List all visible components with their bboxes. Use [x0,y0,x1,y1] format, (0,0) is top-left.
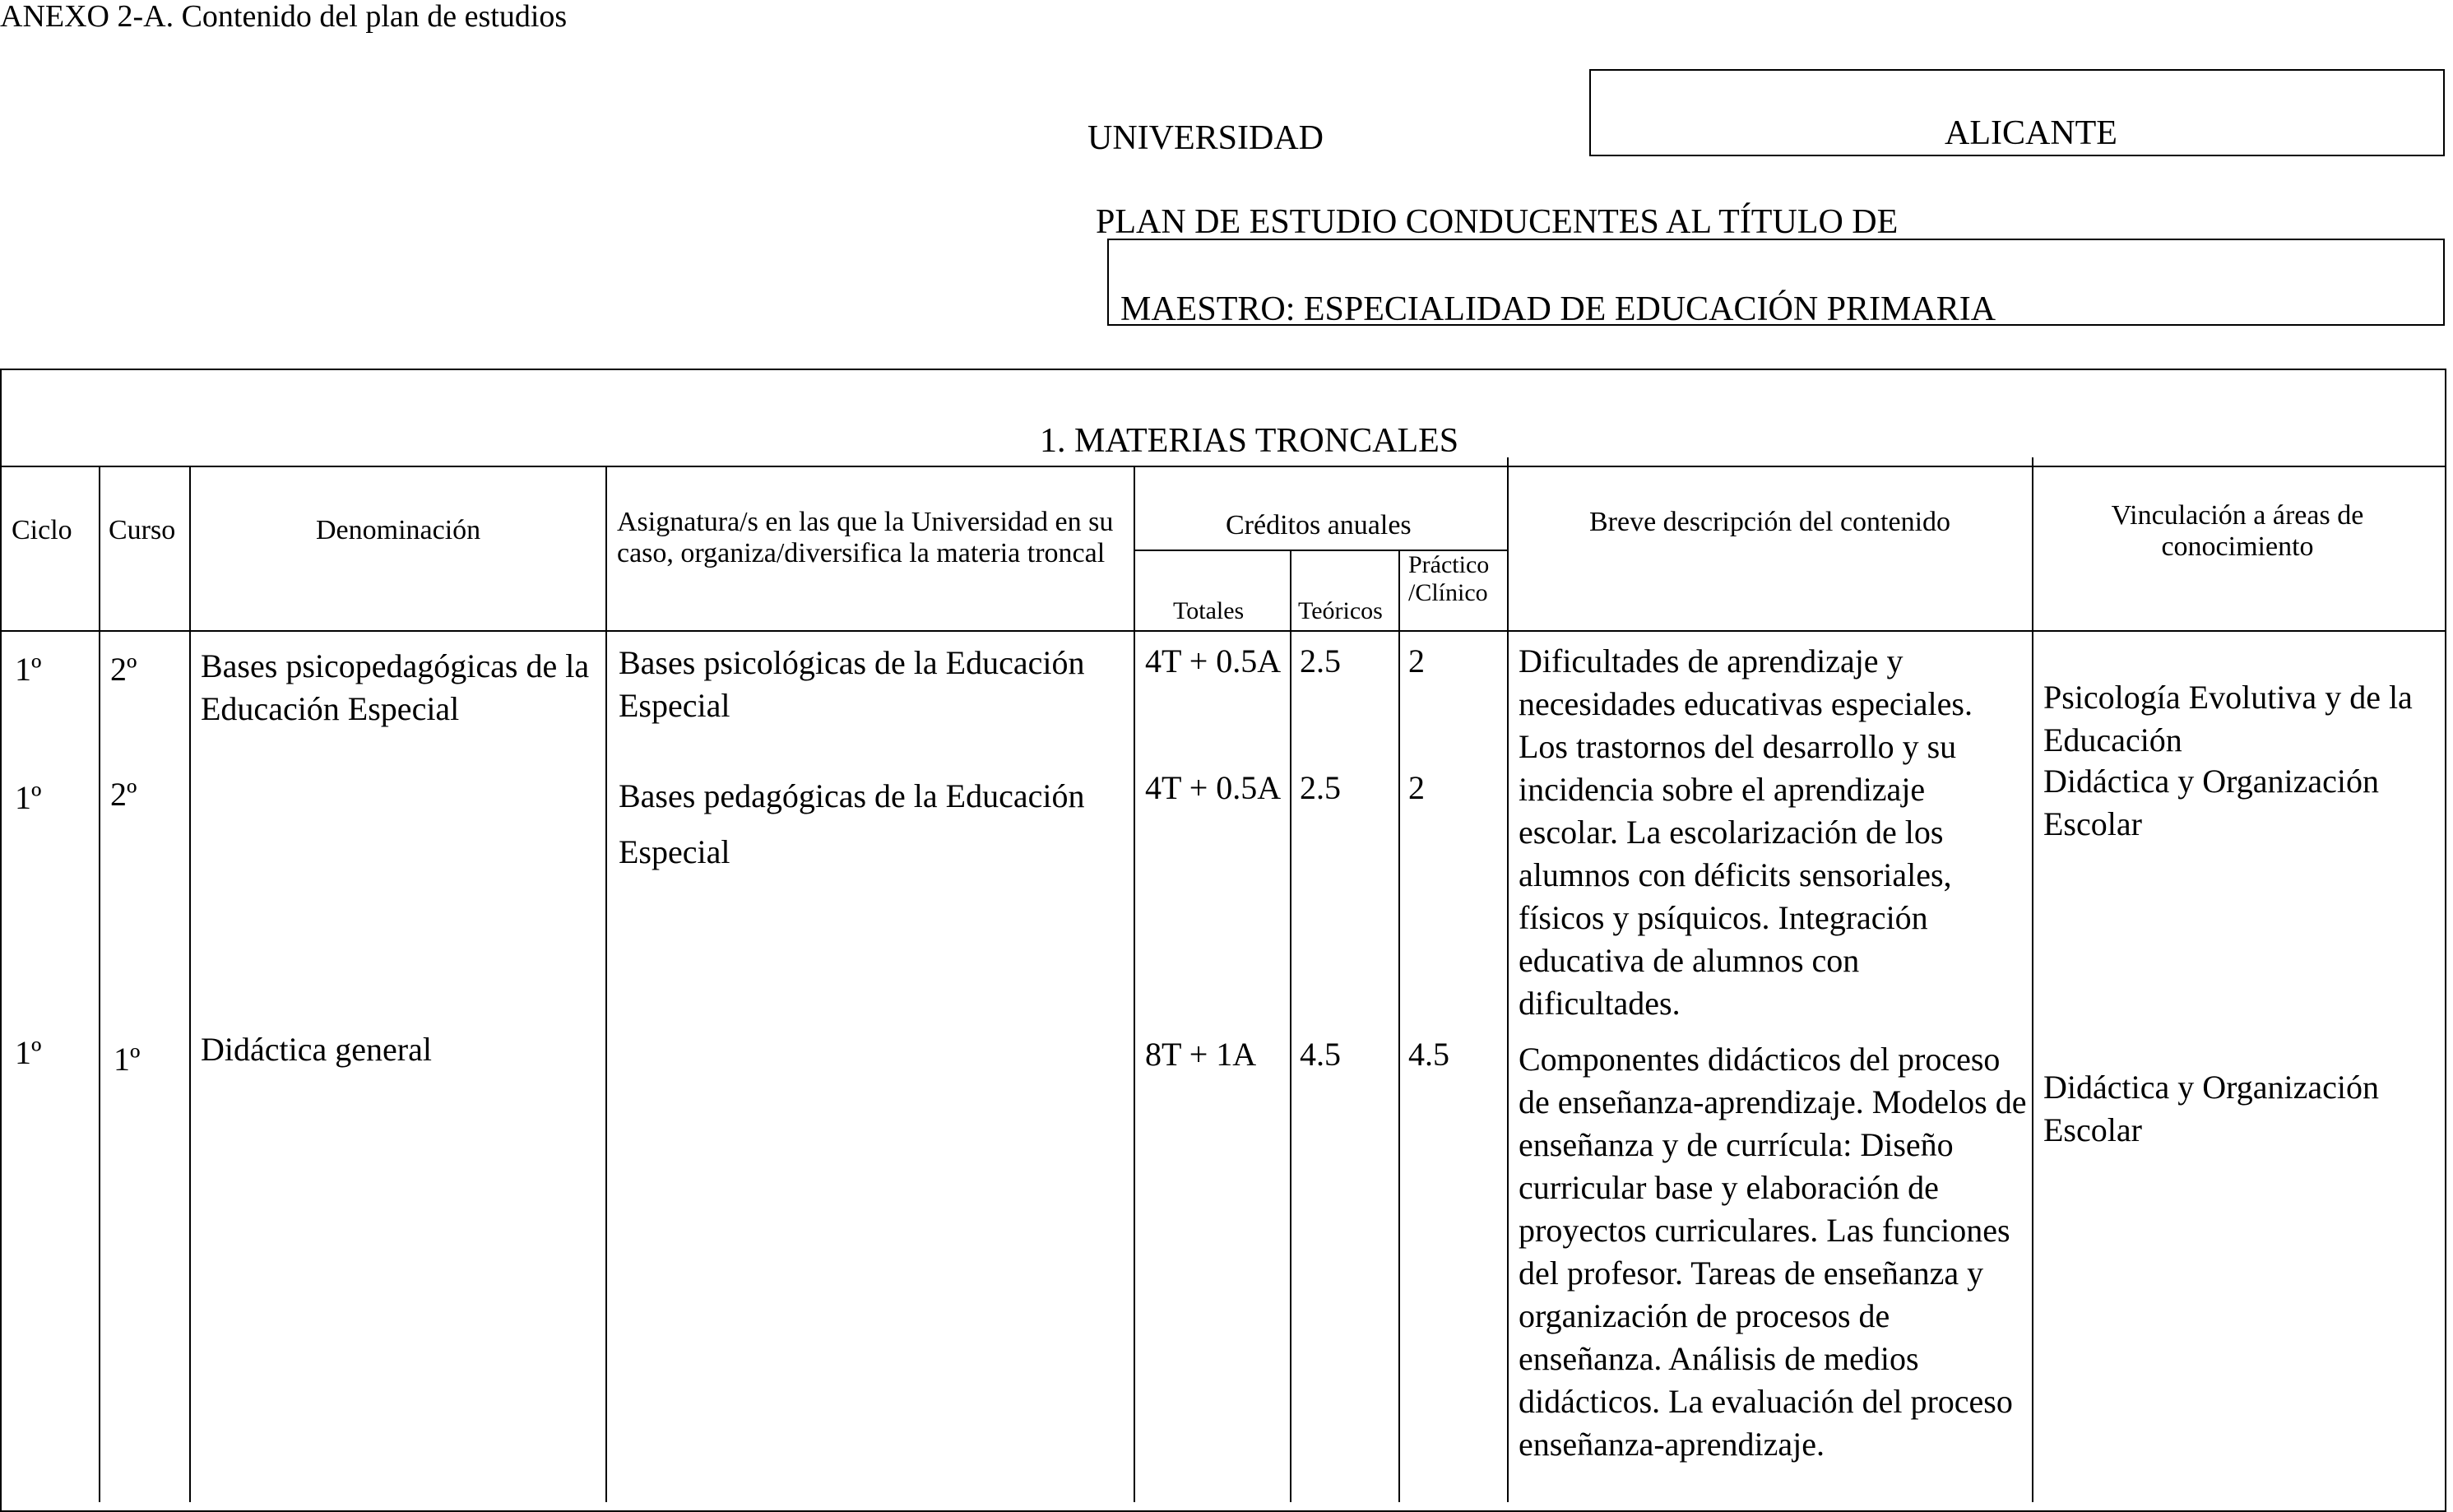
row3-vinculacion: Didáctica y Organización Escolar [2043,1069,2379,1148]
divider [0,630,2446,632]
section-title: 1. MATERIAS TRONCALES [1040,422,1459,460]
row1-teoricos: 2.5 [1300,642,1341,679]
column-line [2032,457,2033,1502]
row2-teoricos: 2.5 [1300,769,1341,806]
header-descripcion: Breve descripción del contenido [1589,507,1951,537]
row1-descripcion: Dificultades de aprendizaje y necesidades educativas especiales. Los trastornos del desarrollo y su incidencia sobre el aprendizaje escolar. La escolarización de los alumnos con déficits sensoriales, físicos y psíquicos. Integración educativa de alumnos con dificultades. [1519,642,1973,1022]
row3-curso: 1º [114,1041,141,1078]
column-line [1290,550,1291,1502]
row2-totales: 4T + 0.5A [1145,769,1282,806]
row3-practico: 4.5 [1408,1036,1449,1073]
row1-totales: 4T + 0.5A [1145,642,1282,679]
header-asignaturas: Asignatura/s en las que la Universidad en su caso, organiza/diversifica la materia troncal [617,507,1114,568]
row2-curso: 2º [110,776,137,813]
row3-teoricos: 4.5 [1300,1036,1341,1073]
header-totales: Totales [1173,597,1245,624]
row1-asignatura: Bases psicológicas de la Educación Especial [619,644,1085,724]
header-denominacion: Denominación [316,515,481,545]
header-curso: Curso [109,515,176,545]
row1-curso: 2º [110,651,137,688]
header-ciclo: Ciclo [12,515,72,545]
row2-vinculacion: Didáctica y Organización Escolar [2043,763,2379,842]
column-line [1507,457,1509,1502]
row3-descripcion: Componentes didácticos del proceso de enseñanza-aprendizaje. Modelos de enseñanza y de currícula: Diseño curricular base y elaboración de proyectos curriculares. Las funciones del profesor. Tareas de enseñanza y organización de procesos de enseñanza. Análisis de medios didácticos. La evaluación del proceso enseñanza-aprendizaje. [1519,1041,2027,1463]
row3-ciclo: 1º [15,1034,42,1071]
university-label: UNIVERSIDAD [1087,119,1324,157]
header-creditos: Créditos anuales [1226,510,1412,540]
title-value: MAESTRO: ESPECIALIDAD DE EDUCACIÓN PRIMARIA [1120,290,1996,328]
column-line [189,466,191,1502]
column-line [605,466,607,1502]
row2-practico: 2 [1408,769,1425,806]
row2-ciclo: 1º [15,779,42,816]
row1-practico: 2 [1408,642,1425,679]
annex-title: ANEXO 2-A. Contenido del plan de estudios [0,0,568,34]
header-teoricos: Teóricos [1298,597,1383,624]
header-practico: Práctico /Clínico [1408,551,1490,606]
row1-vinculacion: Psicología Evolutiva y de la Educación [2043,679,2413,758]
column-line [1134,466,1135,1502]
header-vinculacion: Vinculación a áreas de conocimiento [2111,500,2364,562]
plan-label: PLAN DE ESTUDIO CONDUCENTES AL TÍTULO DE [1096,203,1899,241]
row2-asignatura: Bases pedagógicas de la Educación Especial [619,777,1085,870]
column-line [1398,550,1400,1502]
divider [0,466,2446,467]
row3-totales: 8T + 1A [1145,1036,1257,1073]
row1-ciclo: 1º [15,651,42,688]
column-line [99,466,100,1502]
row3-denominacion: Didáctica general [201,1031,432,1068]
row1-denominacion: Bases psicopedagógicas de la Educación Especial [201,647,590,727]
university-value: ALICANTE [1945,114,2117,152]
